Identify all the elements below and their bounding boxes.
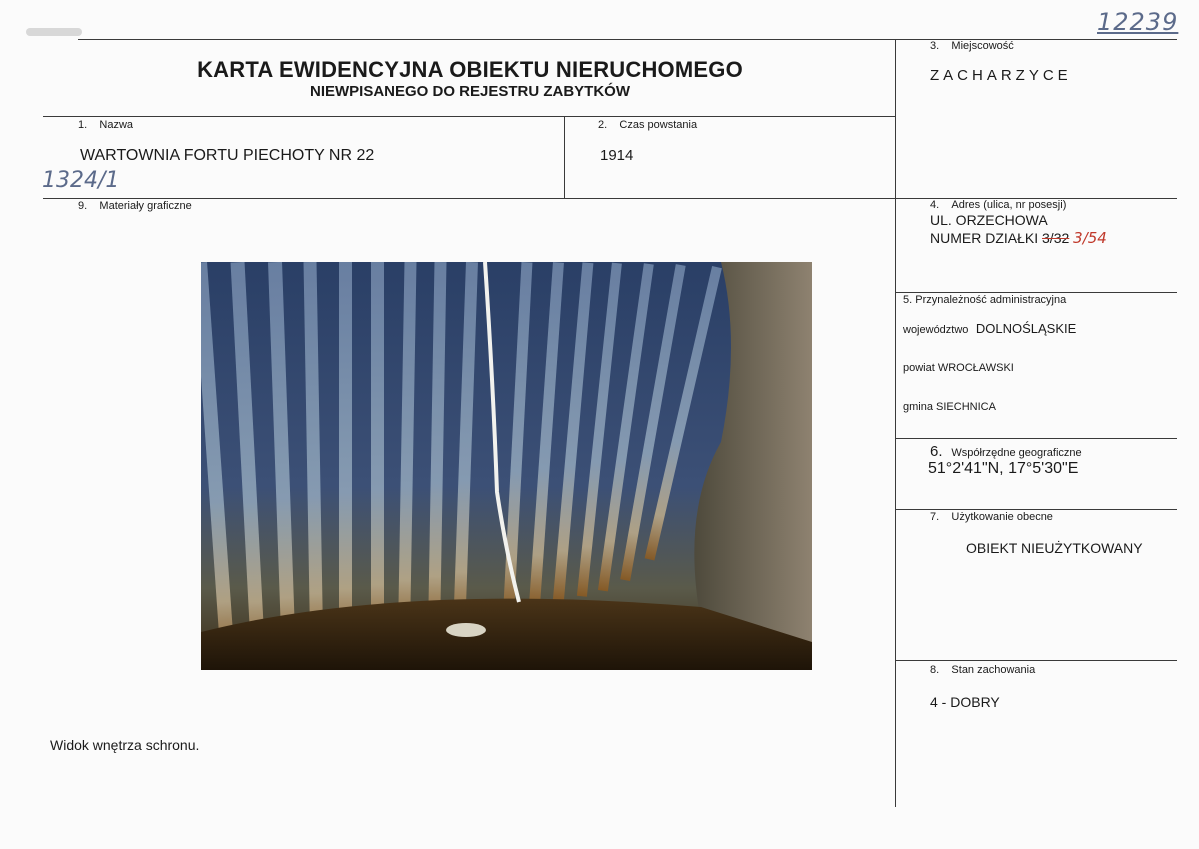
field-4-label — [930, 199, 1066, 211]
field-6-label — [930, 443, 1082, 461]
field-7-label — [930, 511, 1053, 523]
row-divider-6 — [895, 438, 1177, 439]
name-date-divider — [564, 116, 565, 198]
page-subtitle: NIEWPISANEGO DO REJESTRU ZABYTKÓW — [309, 83, 631, 100]
field-2-title: Czas powstania — [619, 119, 698, 131]
construction-year: 1914 — [600, 147, 634, 164]
coordinates: 51°2'41"N, 17°5'30"E — [928, 460, 1079, 477]
object-name: WARTOWNIA FORTU PIECHOTY NR 22 — [80, 147, 375, 164]
voivodeship-label: województwo — [903, 324, 969, 336]
current-use: OBIEKT NIEUŻYTKOWANY — [966, 540, 1143, 556]
field-1-title: Nazwa — [99, 119, 134, 131]
field-7-title: Użytkowanie obecne — [951, 511, 1053, 523]
locality: ZACHARZYCE — [930, 67, 1072, 84]
shelter-interior-photo — [201, 262, 812, 670]
field-8-label — [930, 664, 1035, 676]
municipality: gmina SIECHNICA — [903, 401, 996, 413]
page-title: KARTA EWIDENCYJNA OBIEKTU NIERUCHOMEGO — [197, 57, 743, 82]
plot-number-struck: 3/32 — [1042, 230, 1070, 246]
photo-caption: Widok wnętrza schronu. — [50, 737, 200, 753]
field-2-num: 2. — [598, 119, 608, 131]
row-divider-7 — [895, 509, 1177, 510]
field-7-num: 7. — [930, 511, 940, 523]
plot-number-handwritten: 3/54 — [1073, 229, 1107, 247]
field-6-num: 6. — [930, 443, 943, 460]
plot-number-row — [930, 229, 1107, 247]
county: powiat WROCŁAWSKI — [903, 362, 1014, 374]
field-8-title: Stan zachowania — [951, 664, 1036, 676]
row-divider-5 — [895, 292, 1177, 293]
field-9-num: 9. — [78, 200, 88, 212]
row-divider-8 — [895, 660, 1177, 661]
field-2-label — [598, 119, 697, 131]
right-column-divider — [895, 39, 896, 807]
field-4-num: 4. — [930, 199, 940, 211]
condition: 4 - DOBRY — [930, 694, 1000, 710]
field-5-label: 5. Przynależność administracyjna — [903, 294, 1067, 306]
field-3-title: Miejscowość — [951, 40, 1014, 52]
field-4-title: Adres (ulica, nr posesji) — [951, 199, 1067, 211]
handwritten-file-number: 1324/1 — [42, 168, 120, 193]
address-street: UL. ORZECHOWA — [930, 212, 1048, 228]
field-6-title: Współrzędne geograficzne — [951, 447, 1082, 459]
title-bottom-line — [43, 116, 895, 117]
field-8-num: 8. — [930, 664, 940, 676]
field-3-num: 3. — [930, 40, 940, 52]
handwritten-registry-number: 12239 — [1097, 8, 1179, 36]
field-9-label — [78, 200, 192, 212]
scan-smudge — [26, 28, 82, 36]
voivodeship-row — [903, 320, 1076, 338]
field-3-label — [930, 40, 1014, 52]
voivodeship-value: DOLNOŚLĄSKIE — [975, 321, 1077, 336]
field-9-title: Materiały graficzne — [99, 200, 192, 212]
field-1-label — [78, 119, 133, 131]
field-1-num: 1. — [78, 119, 88, 131]
plot-number-label: NUMER DZIAŁKI — [930, 230, 1039, 246]
